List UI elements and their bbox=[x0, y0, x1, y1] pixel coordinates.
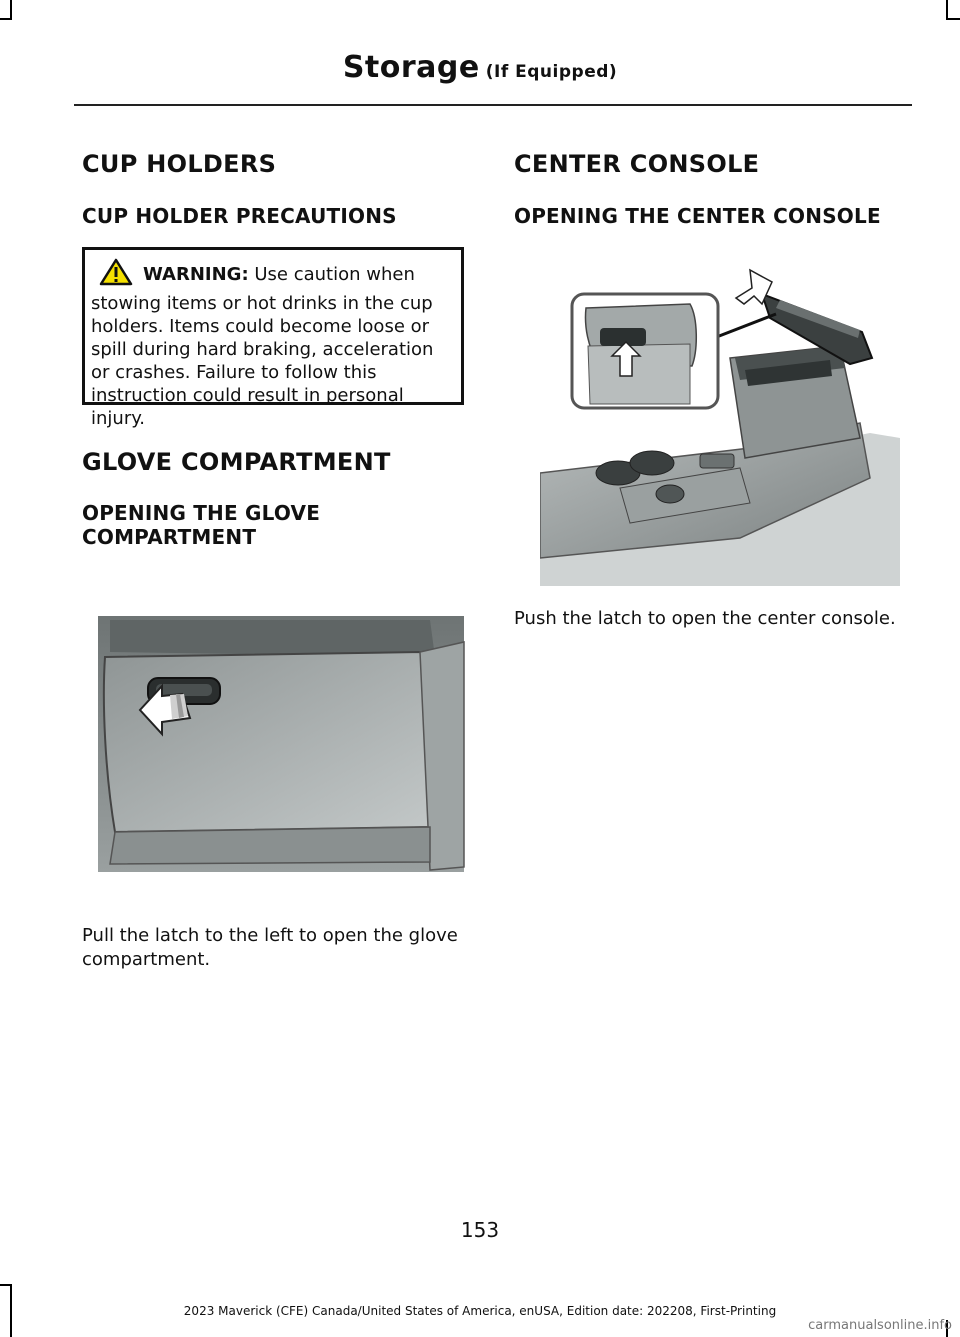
page-number: 153 bbox=[460, 1218, 500, 1242]
heading-line: COMPARTMENT bbox=[82, 525, 257, 549]
crop-mark bbox=[10, 0, 12, 20]
glove-caption: Pull the latch to the left to open the glove compartment. bbox=[82, 925, 458, 970]
heading-opening-glove-compartment bbox=[82, 501, 320, 549]
warning-text: Use caution when stowing items or hot drinks in the cup holders. Items could become loose or spill during hard braking, acceleration or crashes. Failure to follow this instruction could result in personal injury. bbox=[91, 264, 434, 429]
heading-cup-holders: CUP HOLDERS bbox=[82, 150, 277, 178]
header-divider bbox=[74, 104, 912, 106]
section-title: Storage bbox=[342, 50, 480, 85]
crop-mark bbox=[946, 0, 948, 20]
crop-mark bbox=[0, 18, 12, 20]
center-console-illustration bbox=[540, 258, 900, 586]
heading-line: OPENING THE GLOVE bbox=[82, 501, 321, 525]
crop-mark bbox=[0, 1284, 12, 1286]
watermark-text: carmanualsonline.info bbox=[808, 1318, 952, 1333]
glove-compartment-illustration bbox=[90, 612, 468, 874]
crop-mark bbox=[946, 18, 960, 20]
warning-label: WARNING: bbox=[143, 264, 249, 285]
footer-edition-text: 2023 Maverick (CFE) Canada/United States of America, enUSA, Edition date: 202208, First-Printing bbox=[183, 1304, 777, 1318]
console-caption: Push the latch to open the center console. bbox=[514, 608, 896, 629]
warning-box bbox=[82, 247, 464, 429]
section-qualifier: (If Equipped) bbox=[485, 62, 618, 82]
heading-center-console: CENTER CONSOLE bbox=[514, 150, 760, 178]
heading-cup-holder-precautions: CUP HOLDER PRECAUTIONS bbox=[82, 204, 397, 228]
heading-opening-center-console: OPENING THE CENTER CONSOLE bbox=[514, 204, 881, 228]
heading-glove-compartment: GLOVE COMPARTMENT bbox=[82, 448, 391, 476]
page-header-title bbox=[0, 50, 960, 85]
warning-triangle-icon bbox=[99, 258, 133, 292]
